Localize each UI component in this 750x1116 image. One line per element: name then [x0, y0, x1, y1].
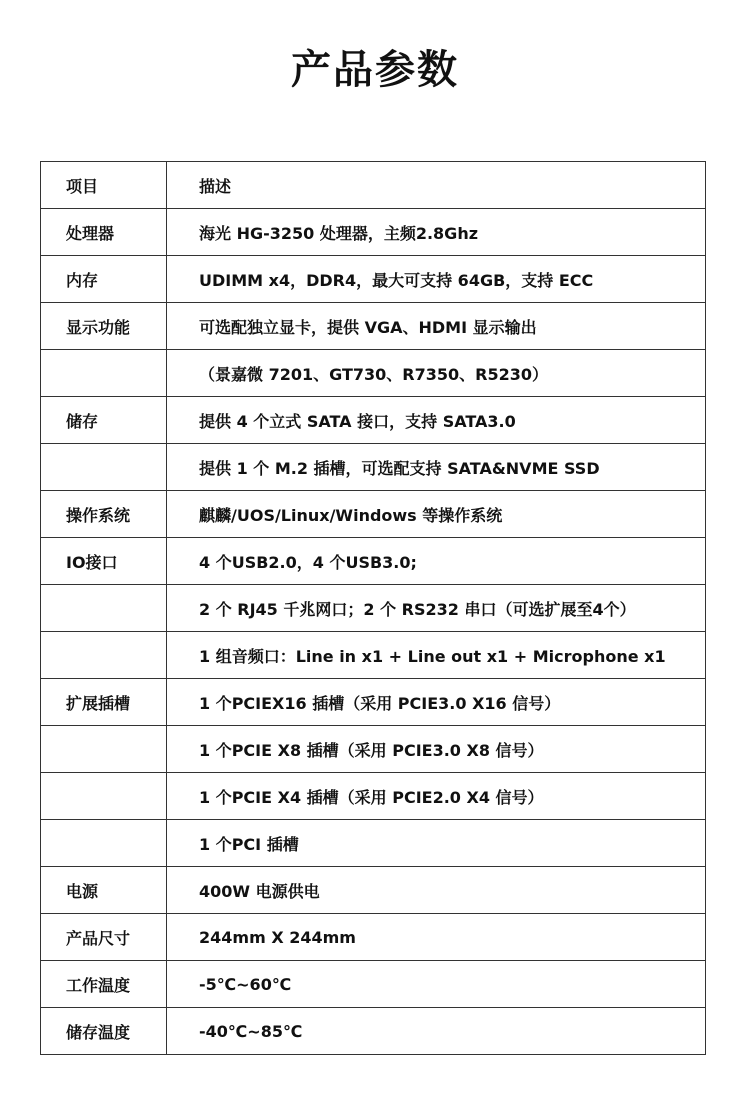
desc-cell: 400W 电源供电 [167, 867, 706, 914]
item-cell: 内存 [41, 256, 167, 303]
table-row [41, 773, 706, 820]
desc-cell: （景嘉微 7201、GT730、R7350、R5230） [167, 350, 706, 397]
item-cell: 处理器 [41, 209, 167, 256]
table-row [41, 162, 706, 209]
item-cell [41, 585, 167, 632]
desc-cell: 提供 4 个立式 SATA 接口，支持 SATA3.0 [167, 397, 706, 444]
desc-cell: 2 个 RJ45 千兆网口；2 个 RS232 串口（可选扩展至4个） [167, 585, 706, 632]
item-cell [41, 820, 167, 867]
desc-cell: 1 组音频口：Line in x1 + Line out x1 + Microphone x1 [167, 632, 706, 679]
table-row [41, 397, 706, 444]
desc-cell: 提供 1 个 M.2 插槽，可选配支持 SATA&NVME SSD [167, 444, 706, 491]
desc-cell: -40℃~85℃ [167, 1008, 706, 1055]
desc-cell: 244mm X 244mm [167, 914, 706, 961]
desc-cell: 1 个PCIEX16 插槽（采用 PCIE3.0 X16 信号） [167, 679, 706, 726]
table-row [41, 350, 706, 397]
table-row [41, 209, 706, 256]
table-row [41, 820, 706, 867]
desc-cell: 可选配独立显卡，提供 VGA、HDMI 显示输出 [167, 303, 706, 350]
item-cell: 储存 [41, 397, 167, 444]
table-row [41, 726, 706, 773]
item-cell [41, 632, 167, 679]
page-title: 产品参数 [291, 47, 459, 93]
desc-cell: UDIMM x4，DDR4，最大可支持 64GB，支持 ECC [167, 256, 706, 303]
desc-cell: 4 个USB2.0，4 个USB3.0; [167, 538, 706, 585]
spec-table [40, 161, 706, 1055]
desc-cell: 1 个PCI 插槽 [167, 820, 706, 867]
desc-cell: 麒麟/UOS/Linux/Windows 等操作系统 [167, 491, 706, 538]
table-row [41, 632, 706, 679]
item-cell: 操作系统 [41, 491, 167, 538]
table-row [41, 444, 706, 491]
column-header-item: 项目 [41, 162, 167, 209]
item-cell: 显示功能 [41, 303, 167, 350]
table-row [41, 867, 706, 914]
table-row [41, 961, 706, 1008]
column-header-desc: 描述 [167, 162, 706, 209]
item-cell: 储存温度 [41, 1008, 167, 1055]
table-row [41, 491, 706, 538]
item-cell [41, 726, 167, 773]
desc-cell: 1 个PCIE X4 插槽（采用 PCIE2.0 X4 信号） [167, 773, 706, 820]
item-cell: IO接口 [41, 538, 167, 585]
item-cell [41, 444, 167, 491]
item-cell [41, 350, 167, 397]
desc-cell: 海光 HG-3250 处理器，主频2.8Ghz [167, 209, 706, 256]
table-row [41, 1008, 706, 1055]
table-row [41, 585, 706, 632]
item-cell [41, 773, 167, 820]
table-row [41, 256, 706, 303]
table-row [41, 914, 706, 961]
desc-cell: -5℃~60℃ [167, 961, 706, 1008]
table-row [41, 303, 706, 350]
item-cell: 扩展插槽 [41, 679, 167, 726]
item-cell: 工作温度 [41, 961, 167, 1008]
item-cell: 产品尺寸 [41, 914, 167, 961]
desc-cell: 1 个PCIE X8 插槽（采用 PCIE3.0 X8 信号） [167, 726, 706, 773]
item-cell: 电源 [41, 867, 167, 914]
table-row [41, 679, 706, 726]
table-row [41, 538, 706, 585]
